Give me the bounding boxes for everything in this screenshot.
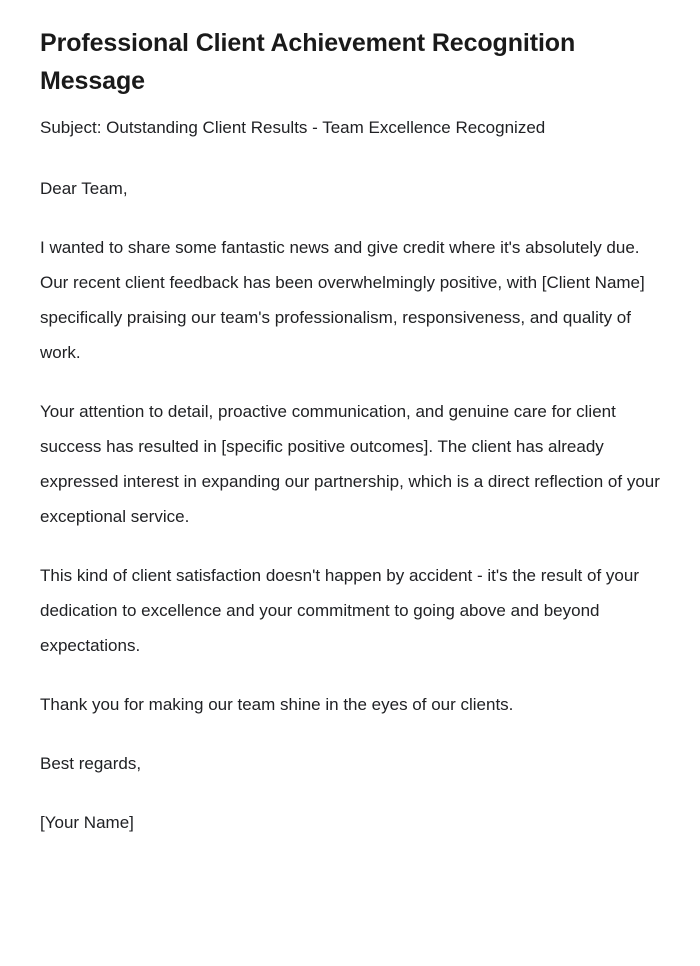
paragraph-body-3: This kind of client satisfaction doesn't happen by accident - it's the result of your dedication to excellence and your commitment to going above and beyond expectations. — [40, 566, 639, 655]
paragraph-thanks: Thank you for making our team shine in the eyes of our clients. — [40, 695, 514, 714]
paragraph-body-2: Your attention to detail, proactive communication, and genuine care for client success has resulted in [specific positive outcomes]. The client has already expressed interest in expanding our partnership, which is a direct reflection of your exceptional service. — [40, 402, 660, 526]
paragraph-signature: [Your Name] — [40, 813, 134, 832]
page-title: Professional Client Achievement Recognition Message — [40, 29, 576, 95]
document-body — [40, 110, 660, 840]
paragraph-closing: Best regards, — [40, 754, 142, 773]
paragraph-body-1: I wanted to share some fantastic news and give credit where it's absolutely due. Our recent client feedback has been overwhelmingly positive, with [Client Name] specifically praising our team's professionalism, responsiveness, and quality of work. — [40, 238, 645, 362]
paragraph-subject: Subject: Outstanding Client Results - Team Excellence Recognized — [40, 118, 546, 137]
paragraph-salutation: Dear Team, — [40, 179, 128, 198]
